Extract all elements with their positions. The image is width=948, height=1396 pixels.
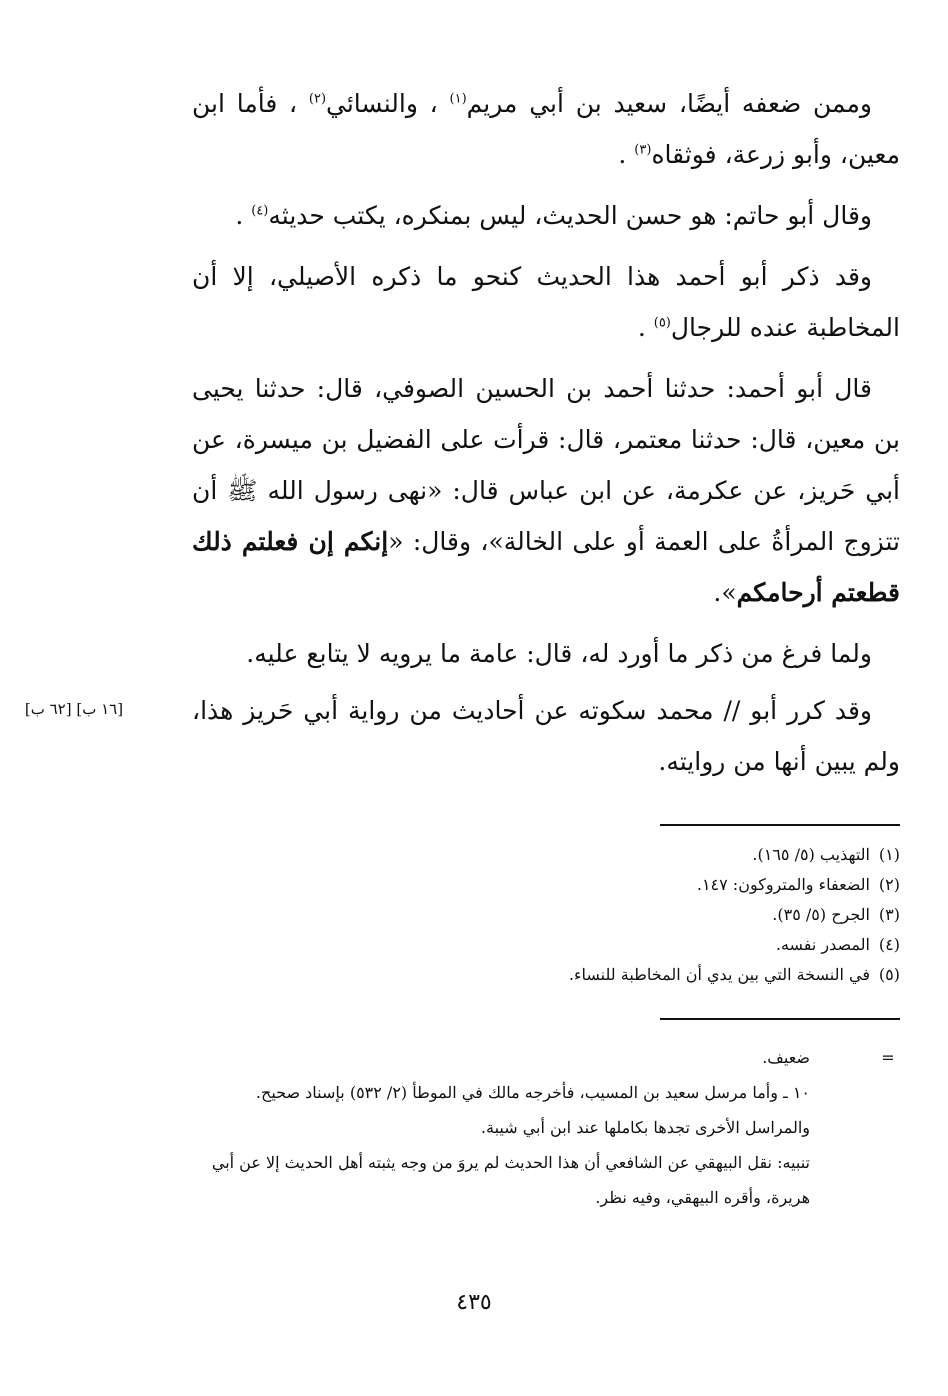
footnote-ref-1[interactable]: (١) xyxy=(449,91,467,107)
commentary-line: ١٠ ـ وأما مرسل سعيد بن المسيب، فأخرجه مالك في الموطأ (٢/ ٥٣٢) بإسناد صحيح. xyxy=(255,1083,810,1102)
text-span: . xyxy=(235,201,244,230)
commentary xyxy=(180,1040,900,1215)
text-span: وممن ضعفه أيضًا، سعيد بن أبي مريم xyxy=(466,89,872,118)
main-text xyxy=(192,78,900,797)
commentary-line: تنبيه: نقل البيهقي عن الشافعي أن هذا الحديث لم يروَ من وجه يثبته أهل الحديث إلا عن أبي هريرة، وأقره البيهقي، وفيه نظر. xyxy=(211,1153,810,1207)
paragraph-2 xyxy=(192,190,900,241)
footnote-number: (٢) xyxy=(878,875,900,894)
footnotes xyxy=(540,840,900,990)
hadith-bold-text: إنكم إن فعلتم ذلك قطعتم أرحامكم xyxy=(192,527,900,607)
text-span: ». xyxy=(713,578,737,607)
text-span: قال أبو أحمد: حدثنا أحمد بن الحسين الصوفي، قال: حدثنا يحيى بن معين، قال: حدثنا معتمر، قال: قرأت على الفضيل بن ميسرة، عن أبي حَريز، عن عكرمة، عن ابن عباس قال: «نهى رسول الله ﷺ أن تتزوج المرأةُ على العمة أو على الخالة»، وقال: « xyxy=(192,374,900,556)
commentary-body xyxy=(180,1040,810,1215)
footnote-item xyxy=(540,840,900,870)
paragraph-4 xyxy=(192,363,900,618)
margin-manuscript-reference: [١٦ ب] [٦٢ ب] xyxy=(24,700,124,718)
text-span: ، فأما ابن معين، وأبو زرعة، فوثقاه xyxy=(192,89,900,169)
footnote-ref-4[interactable]: (٤) xyxy=(251,203,269,219)
text-span: وقال أبو حاتم: هو حسن الحديث، ليس بمنكره، يكتب حديثه xyxy=(268,201,872,230)
footnote-number: (٤) xyxy=(878,935,900,954)
footnote-item xyxy=(540,870,900,900)
paragraph-1 xyxy=(192,78,900,180)
text-span: ، والنسائي xyxy=(326,89,438,118)
paragraph-5: ولما فرغ من ذكر ما أورد له، قال: عامة ما يرويه لا يتابع عليه. xyxy=(246,639,872,668)
footnote-item xyxy=(540,960,900,990)
footnote-text: الضعفاء والمتروكون: ١٤٧. xyxy=(696,875,870,894)
footnote-number: (٣) xyxy=(878,905,900,924)
footnote-separator xyxy=(660,824,900,826)
footnote-text: التهذيب (٥/ ١٦٥). xyxy=(752,845,870,864)
footnote-text: الجرح (٥/ ٣٥). xyxy=(772,905,870,924)
footnote-text: في النسخة التي بين يدي أن المخاطبة للنساء. xyxy=(568,965,870,984)
text-span: . xyxy=(618,140,627,169)
paragraph-6: وقد كرر أبو // محمد سكوته عن أحاديث من رواية أبي حَريز هذا، ولم يبين أنها من روايته. xyxy=(192,696,900,776)
footnote-number: (٥) xyxy=(878,965,900,984)
continuation-mark: = xyxy=(881,1048,895,1067)
commentary-separator xyxy=(660,1018,900,1020)
footnote-ref-2[interactable]: (٢) xyxy=(308,91,327,107)
footnote-ref-3[interactable]: (٣) xyxy=(634,142,652,158)
commentary-line: والمراسل الأخرى تجدها بكاملها عند ابن أبي شيبة. xyxy=(480,1118,810,1137)
paragraph-3 xyxy=(192,251,900,353)
text-span: . xyxy=(637,313,646,342)
footnote-number: (١) xyxy=(878,845,900,864)
text-span: وقد ذكر أبو أحمد هذا الحديث كنحو ما ذكره الأصيلي، إلا أن المخاطبة عنده للرجال xyxy=(192,262,900,342)
footnote-ref-5[interactable]: (٥) xyxy=(653,315,671,331)
page-number: ٤٣٥ xyxy=(456,1290,492,1315)
footnote-text: المصدر نفسه. xyxy=(775,935,870,954)
footnote-item xyxy=(540,900,900,930)
footnote-item xyxy=(540,930,900,960)
commentary-line: ضعيف. xyxy=(762,1048,810,1067)
